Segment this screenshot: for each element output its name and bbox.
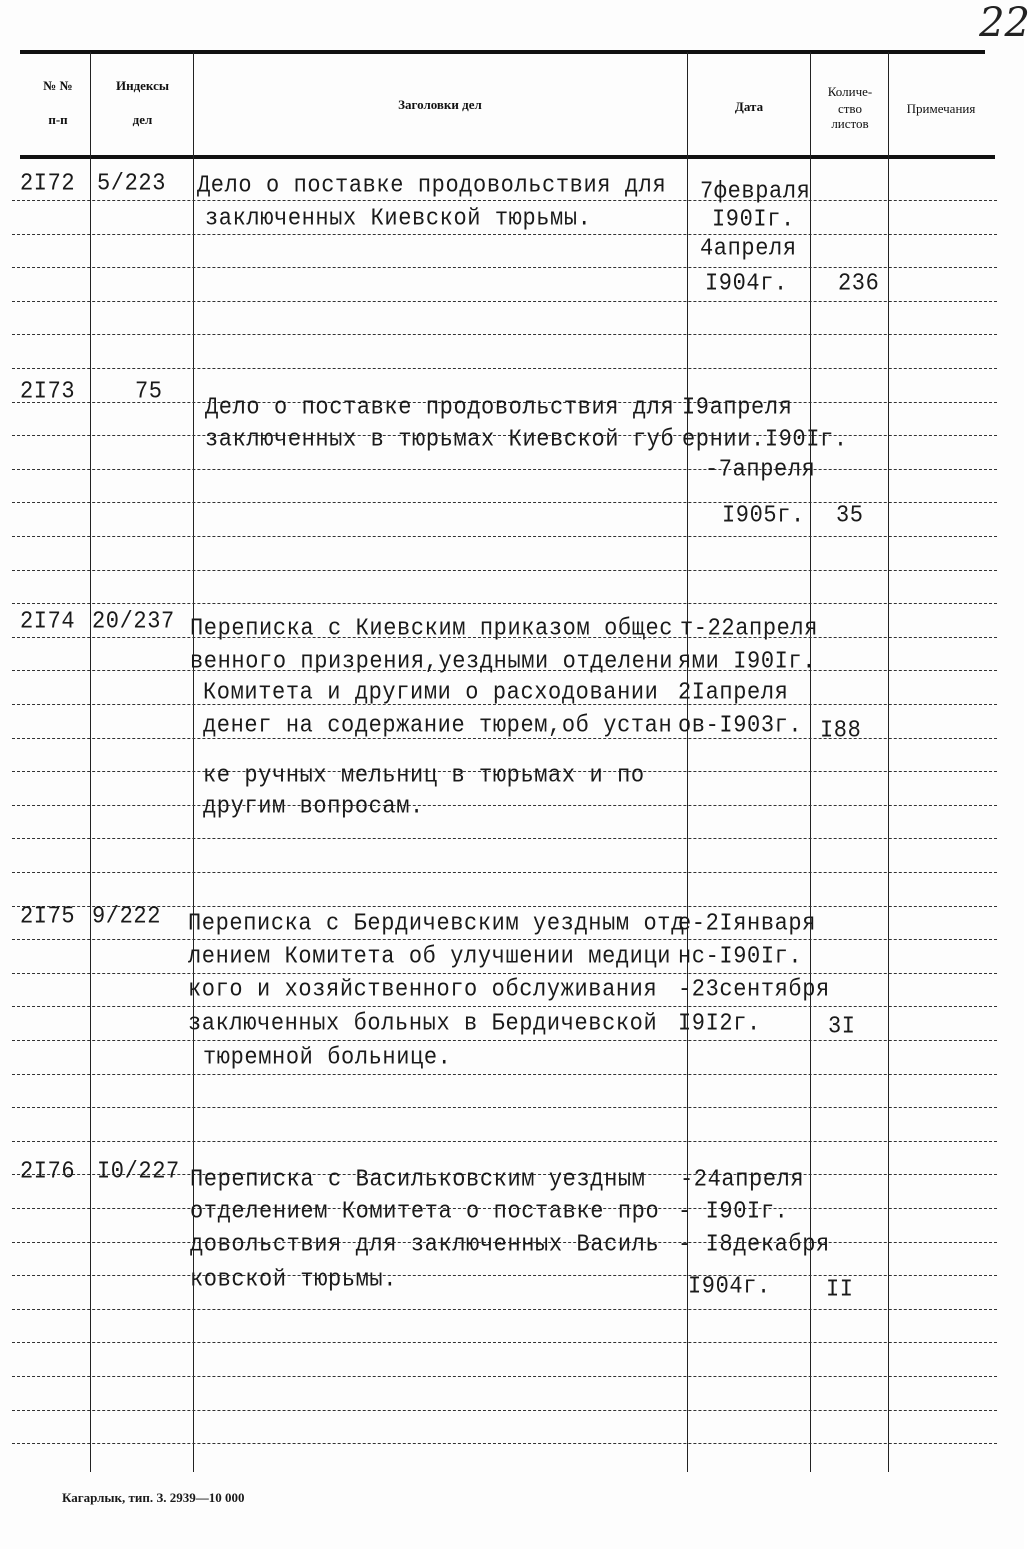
ruled-line — [12, 838, 997, 839]
header-number-line2: п-п — [48, 112, 68, 127]
entry-number: 2I74 — [20, 607, 76, 636]
ruled-line — [12, 200, 997, 201]
entry-date-line: ями I90Iг. — [678, 647, 817, 676]
entry-date-line: 7февраля — [700, 177, 811, 206]
entry-title-line: Дело о поставке продовольствия для — [197, 171, 667, 200]
entry-date-line: I905г. — [722, 501, 805, 530]
header-date: Дата — [734, 99, 764, 114]
entry-date-line: - I8декабря — [678, 1230, 830, 1259]
ruled-line — [12, 469, 997, 470]
entry-date-line: нс-I90Iг. — [678, 942, 803, 971]
entry-sheet-count: I88 — [820, 716, 862, 745]
entry-title-line: тюремной больнице. — [203, 1043, 452, 1072]
entry-index: 20/237 — [92, 607, 175, 636]
column-divider — [810, 52, 811, 1472]
ruled-line — [12, 536, 997, 537]
entry-title-line: другим вопросам. — [203, 792, 424, 821]
entry-date-line: I90Iг. — [712, 205, 795, 234]
page-number: 22 — [979, 0, 1030, 46]
ruled-line — [12, 939, 997, 940]
header-notes: Примечания — [906, 101, 976, 116]
header-sheets-line3: листов — [831, 116, 869, 131]
ruled-line — [12, 973, 997, 974]
entry-title-line: Переписка с Бердичевским уездным отд — [188, 909, 685, 938]
entry-title-line: отделением Комитета о поставке про — [190, 1197, 660, 1226]
entry-sheet-count: 3I — [828, 1012, 856, 1041]
entry-title-line: лением Комитета об улучшении медици — [188, 942, 672, 971]
ruled-line — [12, 234, 997, 235]
entry-date-line: 2Iапреля — [678, 678, 789, 707]
ruled-line — [12, 1074, 997, 1075]
header-title: Заголовки дел — [398, 97, 482, 112]
entry-sheet-count: II — [826, 1275, 854, 1304]
entry-date-line: - I90Iг. — [678, 1197, 789, 1226]
ruled-line — [12, 1376, 997, 1377]
entry-title-line: Переписка с Киевским приказом общес — [190, 614, 674, 643]
entry-title-line: довольствия для заключенных Василь — [190, 1230, 660, 1259]
entry-index: I0/227 — [97, 1157, 180, 1186]
ruled-line — [12, 267, 997, 268]
entry-title-line: Переписка с Васильковским уездным — [190, 1165, 646, 1194]
entry-date-line: I9I2г. — [678, 1009, 761, 1038]
entry-date-line: I9апреля — [682, 393, 793, 422]
ruled-line — [12, 1141, 997, 1142]
entry-title-line: ке ручных мельниц в тюрьмах и по — [203, 761, 645, 790]
ruled-line — [12, 334, 997, 335]
ruled-line — [12, 805, 997, 806]
entry-date-line: -24апреля — [680, 1165, 805, 1194]
header-sheets-line2: ство — [837, 101, 862, 116]
entry-date-line: I904г. — [688, 1272, 771, 1301]
entry-date-line: е-2Iянваря — [678, 909, 817, 938]
entry-date-line: I904г. — [705, 269, 788, 298]
entry-title-line: Дело о поставке продовольствия для — [205, 393, 675, 422]
entry-title-line: денег на содержание тюрем,об устан — [203, 711, 673, 740]
entry-date-line: -23сентября — [678, 975, 830, 1004]
entry-date-line: -7апреля — [705, 455, 816, 484]
ruled-line — [12, 872, 997, 873]
entry-title-line: заключенных в тюрьмах Киевской губ — [205, 425, 675, 454]
header-index-line2: дел — [132, 112, 153, 127]
entry-index: 9/222 — [92, 902, 162, 931]
entry-number: 2I75 — [20, 902, 76, 931]
entry-date-line: ов-I903г. — [678, 711, 803, 740]
ruled-line — [12, 1107, 997, 1108]
header-index-line1: Индексы — [115, 78, 170, 93]
printer-imprint: Кагарлык, тип. З. 2939—10 000 — [62, 1490, 245, 1505]
entry-title-line: заключенных больных в Бердичевской — [188, 1009, 658, 1038]
entry-date-line: 4апреля — [700, 234, 797, 263]
entry-title-line: кого и хозяйственного обслуживания — [188, 975, 658, 1004]
entry-title-line: Комитета и другими о расходовании — [203, 678, 659, 707]
top-rule — [20, 50, 985, 54]
entry-number: 2I72 — [20, 169, 76, 198]
entry-number: 2I76 — [20, 1157, 76, 1186]
header-bottom-rule — [20, 155, 995, 159]
entry-title-line: заключенных Киевской тюрьмы. — [205, 204, 592, 233]
entry-index: 5/223 — [97, 169, 167, 198]
entry-title-line: венного призрения,уездными отделени — [190, 647, 674, 676]
entry-number: 2I73 — [20, 377, 76, 406]
ruled-line — [12, 1342, 997, 1343]
column-divider — [193, 52, 194, 1472]
entry-index: 75 — [135, 377, 163, 406]
entry-sheet-count: 35 — [836, 501, 864, 530]
entry-date-line: т-22апреля — [680, 614, 819, 643]
entry-sheet-count: 236 — [838, 269, 880, 298]
ruled-line — [12, 1443, 997, 1444]
ruled-line — [12, 603, 997, 604]
header-number-line1: № № — [43, 78, 73, 93]
ruled-line — [12, 570, 997, 571]
ruled-line — [12, 1410, 997, 1411]
ruled-line — [12, 1309, 997, 1310]
ruled-line — [12, 1006, 997, 1007]
entry-title-line: ковской тюрьмы. — [190, 1265, 398, 1294]
column-divider — [687, 52, 688, 1472]
ruled-line — [12, 368, 997, 369]
entry-date-line: ернии.I90Iг. — [682, 425, 848, 454]
ruled-line — [12, 301, 997, 302]
header-sheets-line1: Количе- — [827, 84, 873, 99]
column-divider — [90, 52, 91, 1472]
column-divider — [888, 52, 889, 1472]
